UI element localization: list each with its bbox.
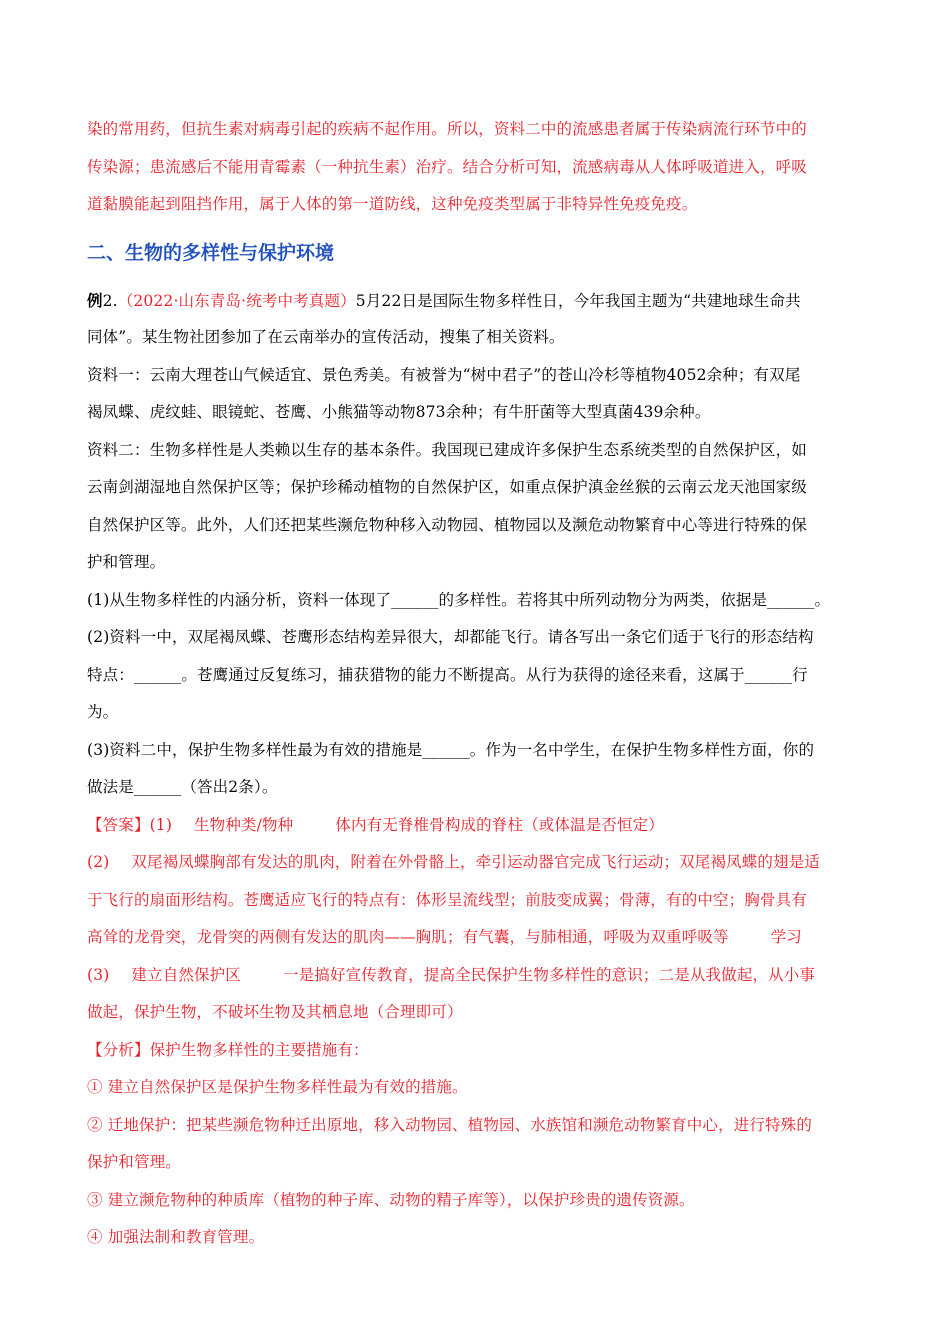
answer-q1-a: 生物种类/物种 bbox=[194, 815, 294, 834]
question-line: (1)从生物多样性的内涵分析，资料一体现了______的多样性。若将其中所列动物分为两类，依据是______。 bbox=[87, 590, 831, 609]
question-line: (2)资料一中，双尾褐凤蝶、苍鹰形态结构差异很大，却都能飞行。请各写出一条它们适于飞行的形态结构 bbox=[87, 628, 814, 646]
answer-q3-a: 建立自然保护区 bbox=[131, 965, 241, 984]
material-one-line: 资料一：云南大理苍山气候适宜、景色秀美。有被誉为“树中君子”的苍山冷杉等植物4052余种；有双尾 bbox=[87, 365, 801, 384]
answer-line bbox=[87, 957, 867, 995]
material-two-line: 资料二：生物多样性是人类赖以生存的基本条件。我国现已建成许多保护生态系统类型的自然保护区，如 bbox=[87, 440, 807, 459]
section-heading: 二、生物的多样性与保护环境 bbox=[87, 241, 335, 264]
example-source: （2022·山东青岛·统考中考真题） bbox=[117, 291, 356, 310]
question-line: 为。 bbox=[87, 703, 119, 721]
analysis-item: 保护和管理。 bbox=[87, 1153, 181, 1171]
answer-line bbox=[87, 807, 867, 845]
question-line: 做法是______（答出2条）。 bbox=[87, 778, 278, 796]
answer-line bbox=[87, 844, 867, 882]
answer-q2-text: 双尾褐凤蝶胸部有发达的肌肉，附着在外骨骼上，牵引运动器官完成飞行运动；双尾褐凤蝶的翅是适 bbox=[131, 853, 821, 871]
analysis-intro: 保护生物多样性的主要措施有： bbox=[149, 1040, 369, 1059]
answer-tag: 【答案】 bbox=[87, 815, 150, 834]
example-intro-text: 5月22日是国际生物多样性日，今年我国主题为“共建地球生命共 bbox=[355, 291, 801, 310]
analysis-continued-line: 染的常用药，但抗生素对病毒引起的疾病不起作用。所以，资料二中的流感患者属于传染病流行环节中的 bbox=[87, 120, 807, 138]
analysis-line bbox=[87, 1032, 867, 1070]
material-two-line: 云南剑湖湿地自然保护区等；保护珍稀动植物的自然保护区，如重点保护滇金丝猴的云南云龙天池国家级 bbox=[87, 478, 807, 496]
question-line: 特点：______。苍鹰通过反复练习，捕获猎物的能力不断提高。从行为获得的途径来看，这属于______行 bbox=[87, 665, 808, 684]
material-one-line: 褐凤蝶、虎纹蛙、眼镜蛇、苍鹰、小熊猫等动物873余种；有牛肝菌等大型真菌439余种。 bbox=[87, 403, 711, 421]
answer-q1-b: 体内有无脊椎骨构成的脊柱（或体温是否恒定） bbox=[335, 815, 664, 834]
analysis-item: ③ 建立濒危物种的种质库（植物的种子库、动物的精子库等），以保护珍贵的遗传资源。 bbox=[87, 1190, 695, 1209]
question-line: (3)资料二中，保护生物多样性最为有效的措施是______。作为一名中学生，在保护生物多样性方面，你的 bbox=[87, 740, 815, 759]
answer-q1-number: (1) bbox=[149, 815, 173, 834]
answer-q2-text: 高耸的龙骨突，龙骨突的两侧有发达的肌肉——胸肌；有气囊，与肺相通，呼吸为双重呼吸等 bbox=[87, 928, 729, 946]
answer-q3-text: 一是搞好宣传教育，提高全民保护生物多样性的意识；二是从我做起，从小事 bbox=[282, 965, 816, 984]
analysis-item: ① 建立自然保护区是保护生物多样性最为有效的措施。 bbox=[87, 1078, 468, 1096]
example-number: 2. bbox=[102, 291, 118, 310]
example-intro-line: 同体”。某生物社团参加了在云南举办的宣传活动，搜集了相关资料。 bbox=[87, 328, 565, 346]
answer-line: 于飞行的扇面形结构。苍鹰适应飞行的特点有：体形呈流线型；前肢变成翼；骨薄，有的中空；胸骨具有 bbox=[87, 890, 807, 909]
analysis-continued-line: 传染源；患流感后不能用青霉素（一种抗生素）治疗。结合分析可知，流感病毒从人体呼吸道进入，呼吸 bbox=[87, 157, 807, 176]
answer-q3-number: (3) bbox=[87, 965, 110, 984]
page-content bbox=[87, 111, 867, 1257]
analysis-item: ② 迁地保护：把某些濒危物种迁出原地，移入动物园、植物园、水族馆和濒危动物繁育中心，进行特殊的 bbox=[87, 1115, 812, 1134]
answer-line: 做起，保护生物，不破坏生物及其栖息地（合理即可） bbox=[87, 1003, 463, 1021]
example-intro-line bbox=[87, 282, 867, 320]
material-two-line: 自然保护区等。此外，人们还把某些濒危物种移入动物园、植物园以及濒危动物繁育中心等进行特殊的保 bbox=[87, 515, 807, 534]
analysis-tag: 【分析】 bbox=[87, 1040, 150, 1059]
analysis-continued-line: 道黏膜能起到阻挡作用，属于人体的第一道防线，这种免疫类型属于非特异性免疫免疫。 bbox=[87, 195, 698, 213]
answer-q2-b: 学习 bbox=[770, 928, 802, 946]
answer-line bbox=[87, 919, 867, 957]
answer-q2-number: (2) bbox=[87, 853, 110, 871]
analysis-item: ④ 加强法制和教育管理。 bbox=[87, 1228, 265, 1246]
example-label: 例 bbox=[87, 290, 103, 310]
material-two-line: 护和管理。 bbox=[87, 553, 166, 571]
